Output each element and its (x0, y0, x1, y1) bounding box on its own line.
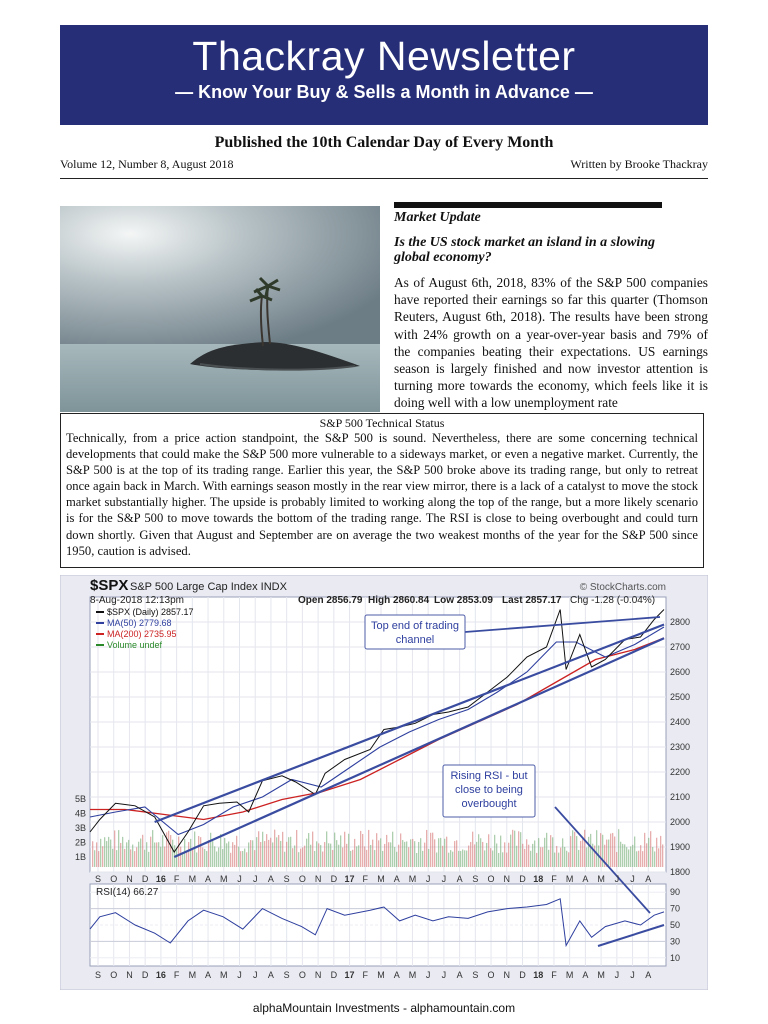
month-label: F (551, 874, 557, 884)
month-label-rsi: 17 (344, 970, 355, 980)
rsi-tick-label: 10 (670, 952, 681, 963)
month-label: 18 (533, 874, 544, 884)
volume-tick-label: 3B (74, 823, 86, 833)
month-label-rsi: F (173, 970, 180, 980)
svg-text:channel: channel (395, 634, 435, 646)
month-label-rsi: J (425, 970, 431, 980)
price-tick-label: 2300 (670, 742, 691, 752)
price-tick-label: 2400 (670, 717, 691, 727)
svg-text:overbought: overbought (461, 798, 517, 810)
volume-tick-label: 5B (74, 794, 86, 804)
month-label-rsi: D (519, 970, 526, 980)
month-label: M (188, 874, 197, 884)
legend-entry: $SPX (Daily) 2857.17 (107, 607, 194, 617)
rsi-label: RSI(14) 66.27 (96, 887, 159, 898)
price-tick-label: 2600 (670, 667, 691, 677)
month-label-rsi: J (614, 970, 620, 980)
month-label: J (441, 874, 447, 884)
month-label-rsi: A (267, 970, 274, 980)
quote-open: Open 2856.79 (298, 595, 363, 606)
price-tick-label: 2200 (670, 767, 691, 777)
quote-low: Low 2853.09 (434, 595, 493, 606)
month-label-rsi: J (252, 970, 258, 980)
month-label: S (94, 874, 102, 884)
annotation-top-channel (365, 615, 465, 649)
newsletter-tagline: — Know Your Buy & Sells a Month in Advance — (175, 82, 593, 102)
month-label: M (597, 874, 605, 884)
month-label-rsi: D (330, 970, 338, 980)
month-label-rsi: N (126, 970, 133, 980)
month-label: F (362, 874, 369, 884)
month-label: O (487, 874, 495, 884)
legend-entry: Volume undef (107, 640, 163, 650)
month-label-rsi: J (237, 970, 242, 980)
newsletter-title: Thackray Newsletter (192, 33, 576, 79)
chart-source: © StockCharts.com (579, 582, 666, 593)
month-label: O (298, 874, 306, 884)
legend-entry: MA(50) 2779.68 (107, 618, 172, 628)
month-label-rsi: O (110, 970, 118, 980)
market-update-headline: Is the US stock market an island in a slowing global economy? (394, 235, 656, 265)
month-label-rsi: M (377, 970, 385, 980)
month-label-rsi: M (188, 970, 197, 980)
month-label: A (456, 874, 463, 884)
month-label: N (126, 874, 133, 884)
month-label: 17 (344, 874, 355, 884)
issue-meta (60, 157, 708, 172)
footer-credit: alphaMountain Investments - alphamountain.com (252, 1001, 516, 1015)
month-label: A (267, 874, 274, 884)
technical-status-box (60, 413, 704, 568)
month-label-rsi: M (220, 970, 228, 980)
month-label-rsi: A (393, 970, 400, 980)
legend-entry: MA(200) 2735.95 (107, 629, 177, 639)
month-label-rsi: O (487, 970, 495, 980)
month-label-rsi: D (141, 970, 149, 980)
spx-chart (60, 575, 708, 990)
price-tick-label: 2100 (670, 792, 691, 802)
month-label: A (393, 874, 400, 884)
month-label: M (377, 874, 385, 884)
volume-tick-label: 1B (74, 852, 86, 862)
month-label: J (237, 874, 242, 884)
month-label: J (252, 874, 258, 884)
technical-status-title: S&P 500 Technical Status (319, 416, 445, 430)
author-info: Written by Brooke Thackray (570, 157, 708, 171)
month-label: A (645, 874, 652, 884)
month-label: J (630, 874, 635, 884)
newsletter-banner (60, 25, 708, 125)
month-label: J (614, 874, 620, 884)
rsi-tick-label: 50 (670, 920, 681, 930)
rsi-tick-label: 70 (670, 903, 681, 914)
month-label-rsi: 18 (533, 970, 544, 980)
month-label: M (408, 874, 417, 884)
svg-text:close to being: close to being (455, 784, 523, 796)
month-label: 16 (155, 874, 166, 884)
month-label: A (582, 874, 589, 884)
month-label: N (314, 874, 322, 884)
month-label-rsi: M (597, 970, 605, 980)
price-tick-label: 1800 (670, 867, 691, 877)
month-label-rsi: A (645, 970, 652, 980)
price-tick-label: 1900 (670, 842, 691, 852)
month-label-rsi: A (456, 970, 463, 980)
month-label: D (141, 874, 149, 884)
svg-text:Rising RSI - but: Rising RSI - but (450, 770, 528, 782)
month-label: O (110, 874, 118, 884)
month-label-rsi: N (503, 970, 511, 980)
month-label-rsi: 16 (155, 970, 166, 980)
volume-info: Volume 12, Number 8, August 2018 (60, 157, 234, 171)
price-tick-label: 2500 (670, 692, 691, 702)
month-label: D (519, 874, 526, 884)
month-label-rsi: F (362, 970, 369, 980)
price-tick-label: 2700 (670, 642, 691, 652)
month-label: M (565, 874, 574, 884)
market-update-heading: Market Update (394, 210, 481, 225)
month-label: J (425, 874, 431, 884)
chart-index-name: S&P 500 Large Cap Index INDX (130, 581, 287, 593)
month-label: A (205, 874, 212, 884)
month-label: D (330, 874, 338, 884)
month-label: M (220, 874, 228, 884)
publication-schedule: Published the 10th Calendar Day of Every Month (214, 134, 554, 151)
month-label-rsi: J (630, 970, 635, 980)
month-label-rsi: S (94, 970, 102, 980)
market-update-body: As of August 6th, 2018, 83% of the S&P 500 companies have reported their earnings so far this quarter (Thomson Reuters, August 6th, 2018). The results have been strong with 24% growth on a year-over-year basis and 79% of the companies beating their expectations. US earnings season is largely finished and now investor attention is turning more towards the economy, which feels like it is doing well with a low unemployment rate (394, 275, 708, 411)
quote-last: Last 2857.17 (502, 595, 562, 606)
volume-tick-label: 2B (74, 837, 86, 848)
price-tick-label: 2000 (670, 817, 691, 827)
month-label: F (173, 874, 180, 884)
price-tick-label: 2800 (670, 617, 691, 627)
volume-tick-label: 4B (74, 808, 86, 819)
month-label-rsi: J (441, 970, 447, 980)
month-label-rsi: F (551, 970, 557, 980)
month-label-rsi: M (565, 970, 574, 980)
quote-high: High 2860.84 (368, 595, 430, 606)
chart-symbol: $SPX (90, 577, 129, 594)
month-label: N (503, 874, 511, 884)
month-label-rsi: A (582, 970, 589, 980)
quote-chg: Chg -1.28 (-0.04%) (570, 595, 656, 606)
month-label-rsi: S (283, 970, 290, 980)
month-label-rsi: S (472, 970, 479, 980)
month-label: S (472, 874, 479, 884)
header-divider (60, 178, 708, 179)
annotation-rising-rsi (443, 765, 535, 817)
technical-status-body: Technically, from a price action standpoint, the S&P 500 is sound. Nevertheless, there are some concerning technical developments that could make the S&P 500 more vulnerable to a sideways market, or even a negative market. Currently, the S&P 500 is at the top of its trading range. Earlier this year, the S&P 500 broke above its trading range, but only to retreat once again back in March. With earnings season mostly in the rear view mirror, there is a lack of a catalyst to move the stock market substantially higher. The upside is probably limited to working along the top of the range, but a more likely scenario is for the S&P 500 to move towards the bottom of the trading range. The RSI is close to being overbought and could turn down shortly. Given that August and September are on average the two weakest months of the year for the S&P 500 since 1950, caution is advised. (66, 431, 698, 558)
rsi-tick-label: 90 (670, 887, 681, 898)
month-label: S (283, 874, 290, 884)
chart-date: 8-Aug-2018 12:13pm (90, 595, 184, 606)
month-label-rsi: M (408, 970, 417, 980)
month-label-rsi: O (298, 970, 306, 980)
rsi-tick-label: 30 (670, 936, 681, 947)
month-label-rsi: A (205, 970, 212, 980)
svg-text:Top end of trading: Top end of trading (370, 620, 460, 632)
month-label-rsi: N (314, 970, 322, 980)
island-photo (60, 206, 380, 412)
section-bar (394, 202, 662, 208)
